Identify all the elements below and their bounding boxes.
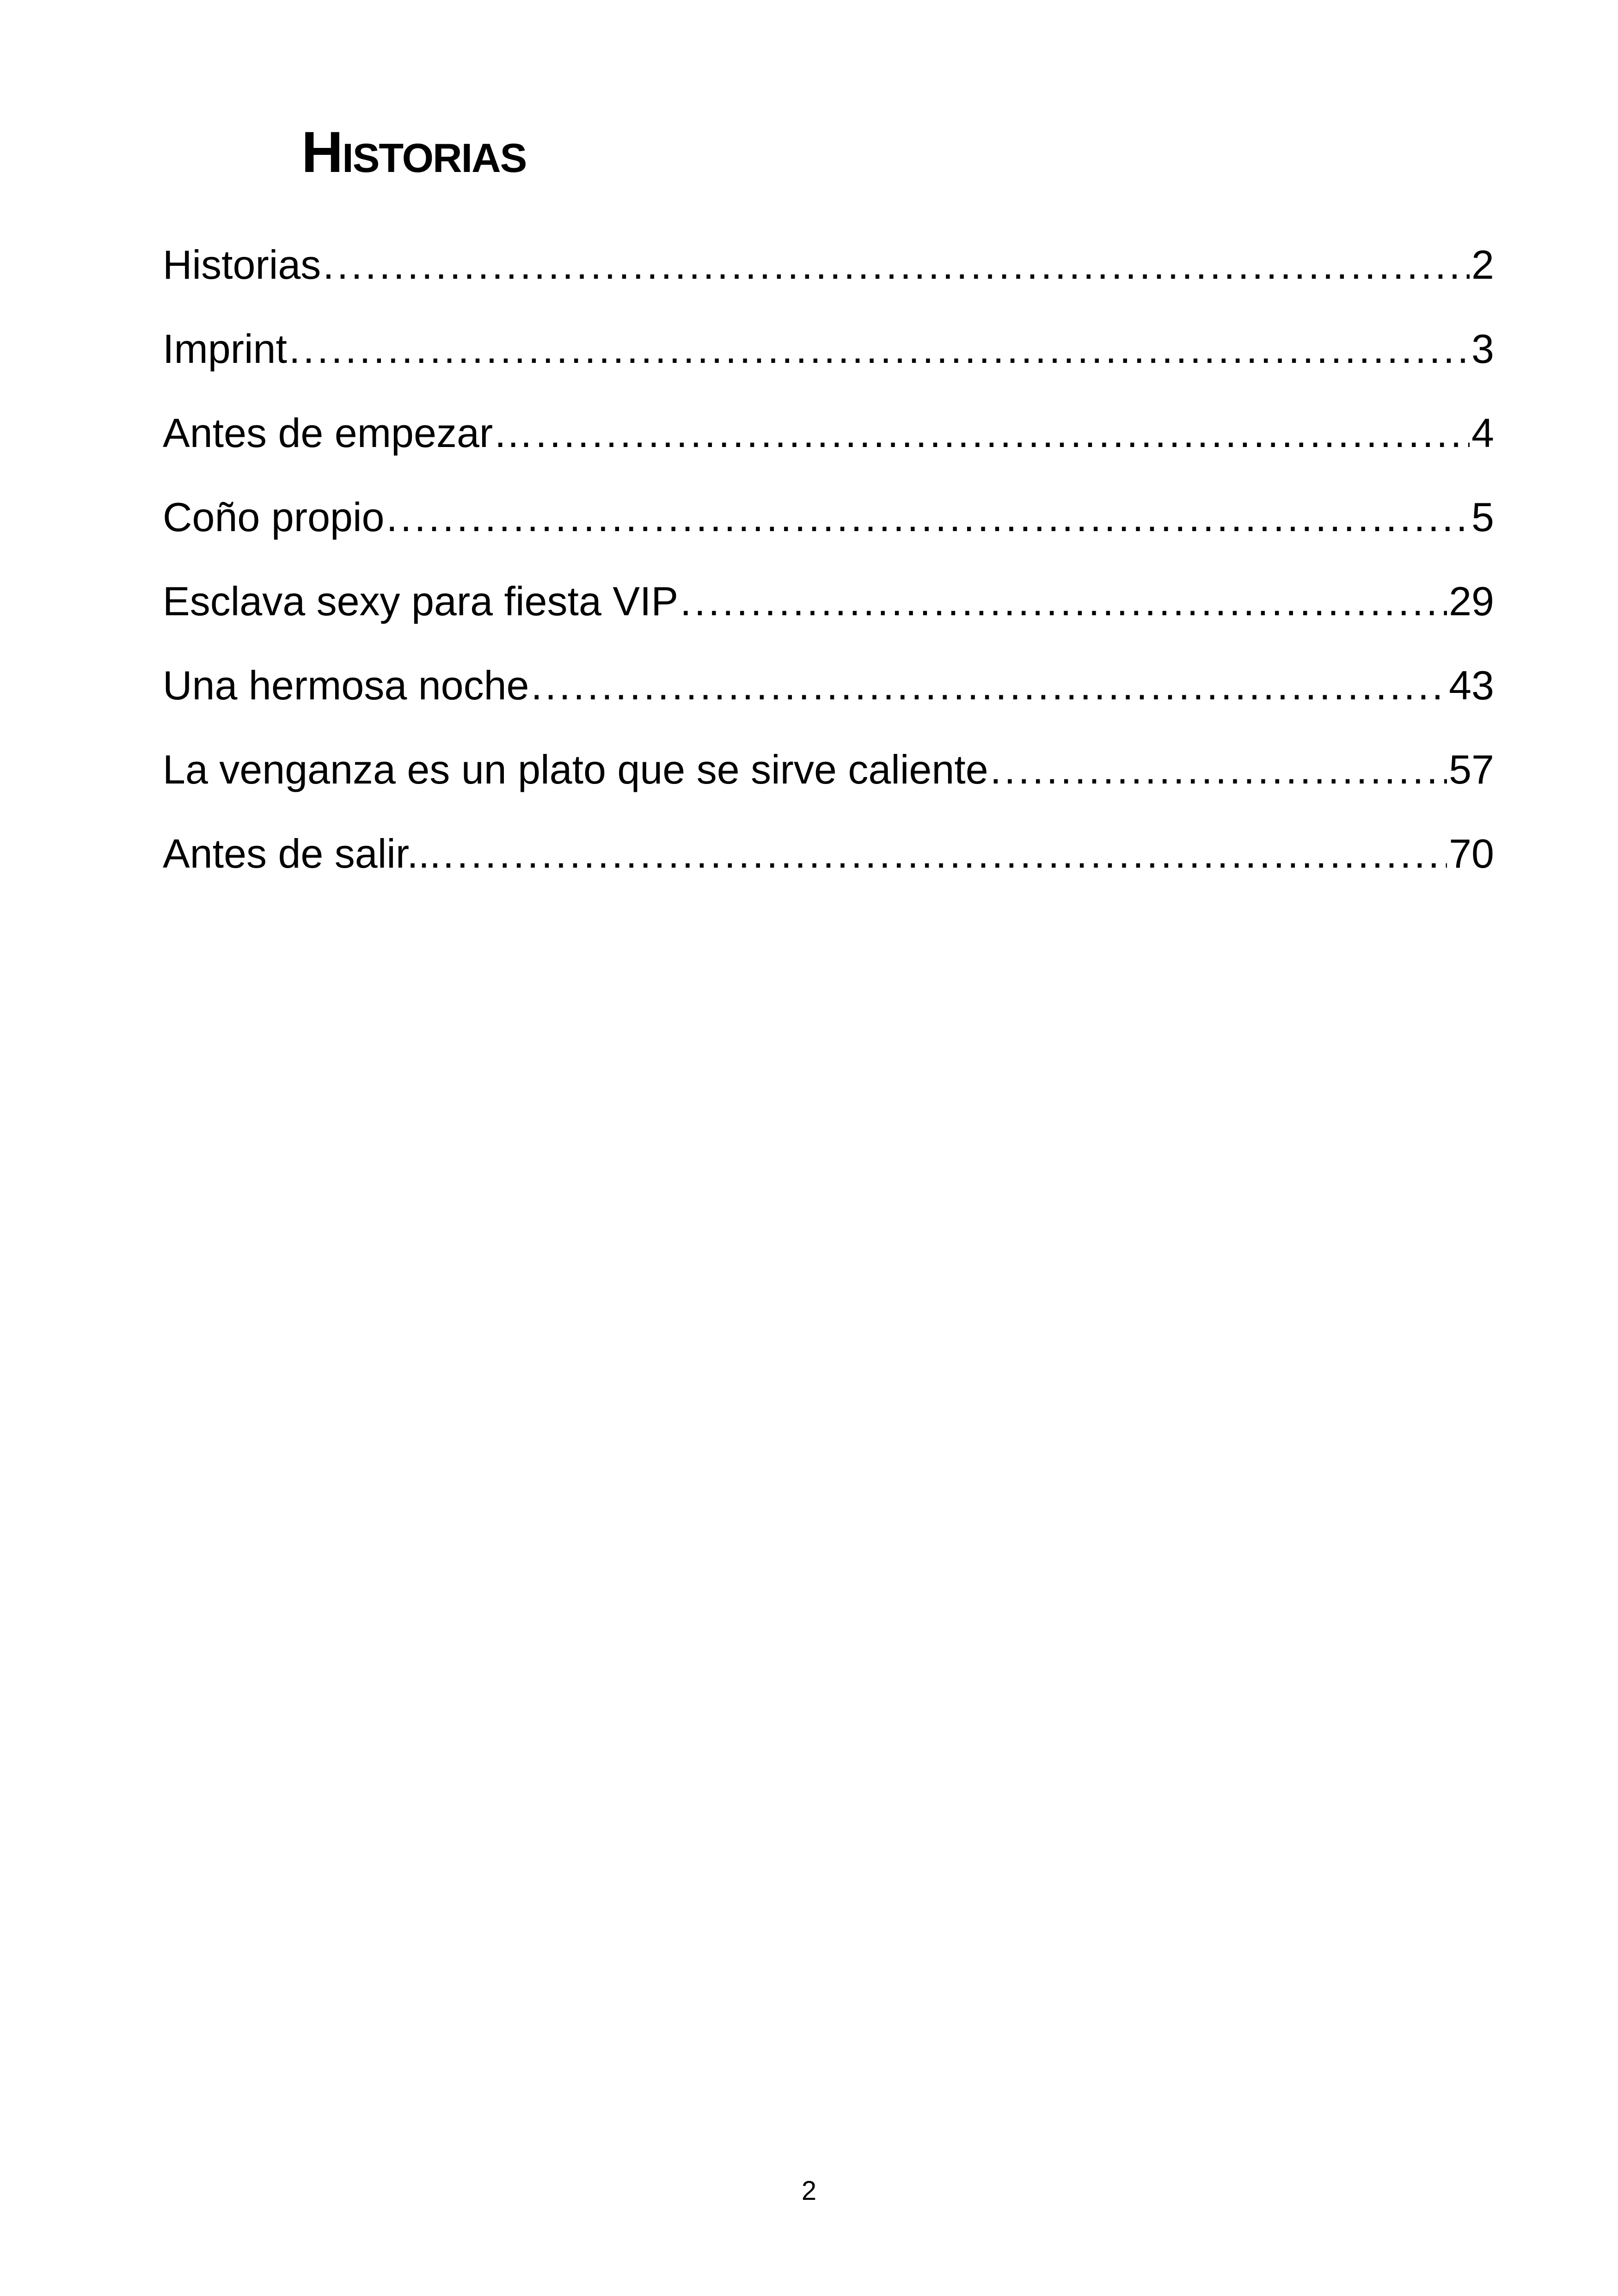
toc-leader-dots [990,745,1447,794]
toc-entry-page: 4 [1471,410,1494,456]
toc-entry[interactable] [163,661,1494,745]
toc-entry[interactable] [163,745,1494,829]
toc-entry-label: Esclava sexy para fiesta VIP [163,578,679,624]
toc-entry-page: 5 [1471,494,1494,540]
toc-entry-label: Antes de empezar… [163,410,534,456]
table-of-contents [163,240,1494,913]
toc-entry-label: Historias [163,242,321,288]
toc-entry-label: Imprint [163,326,287,372]
toc-title: Historias [301,120,527,184]
toc-entry-page: 57 [1449,747,1494,792]
toc-leader-dots [531,661,1447,710]
toc-leader-dots [386,493,1470,542]
toc-entry[interactable] [163,577,1494,661]
toc-entry-label: Coño propio [163,494,385,540]
toc-entry-page: 43 [1449,662,1494,708]
toc-entry-label: Antes de salir... [163,831,441,876]
toc-entry[interactable] [163,325,1494,409]
toc-entry-page: 29 [1449,578,1494,624]
toc-leader-dots [289,325,1470,373]
toc-leader-dots [443,829,1447,878]
toc-leader-dots [323,240,1470,289]
toc-leader-dots [535,409,1470,458]
toc-entry-label: La venganza es un plato que se sirve caliente [163,747,988,792]
toc-entry[interactable] [163,829,1494,913]
toc-entry-page: 2 [1471,242,1494,288]
toc-entry[interactable] [163,240,1494,325]
page-number: 2 [801,2176,817,2206]
toc-entry-page: 70 [1449,831,1494,876]
toc-entry[interactable] [163,493,1494,577]
toc-entry-page: 3 [1471,326,1494,372]
toc-leader-dots [680,577,1447,626]
toc-entry-label: Una hermosa noche [163,662,529,708]
toc-entry[interactable] [163,409,1494,493]
